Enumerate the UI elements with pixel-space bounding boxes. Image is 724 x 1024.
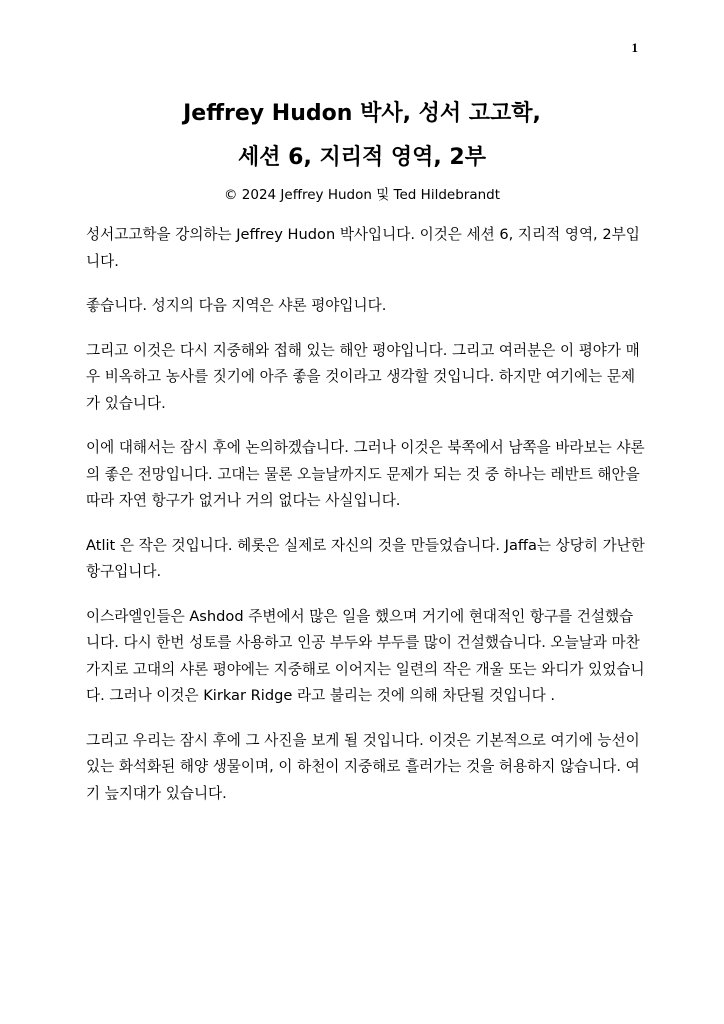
- paragraph: 이스라엘인들은 Ashdod 주변에서 많은 일을 했으며 거기에 현대적인 항구를 건설했습니다. 다시 한번 성토를 사용하고 인공 부두와 부두를 많이 건설했습니다. 오늘날과 마찬가지로 고대의 샤론 평야에는 지중해로 이어지는 일련의 작은 개울 또는 와디가 있었습니다. 그러나 이것은 Kirkar Ridge 라고 불리는 것에 의해 차단될 것입니다 .: [86, 607, 645, 704]
- paragraph: 이에 대해서는 잠시 후에 논의하겠습니다. 그러나 이것은 북쪽에서 남쪽을 바라보는 샤론의 좋은 전망입니다. 고대는 물론 오늘날까지도 문제가 되는 것 중 하나는 레반트 해안을 따라 자연 항구가 없거나 거의 없다는 사실입니다.: [86, 439, 645, 509]
- paragraph: 좋습니다. 성지의 다음 지역은 샤론 평야입니다.: [86, 297, 387, 314]
- title-block: [0, 92, 724, 206]
- copyright-notice: © 2024 Jeffrey Hudon 및 Ted Hildebrandt: [223, 187, 501, 203]
- document-body: [86, 222, 646, 825]
- page-number: 1: [631, 40, 638, 55]
- paragraph: 그리고 이것은 다시 지중해와 접해 있는 해안 평야입니다. 그리고 여러분은 이 평야가 매우 비옥하고 농사를 짓기에 아주 좋을 것이라고 생각할 것입니다. 하지만 여기에는 문제가 있습니다.: [86, 341, 640, 412]
- paragraph: 그리고 우리는 잠시 후에 그 사진을 보게 될 것입니다. 이것은 기본적으로 여기에 능선이 있는 화석화된 해양 생물이며, 이 하천이 지중해로 흘러가는 것을 허용하지 않습니다. 여기 늪지대가 있습니다.: [86, 731, 640, 802]
- paragraph: 성서고고학을 강의하는 Jeffrey Hudon 박사입니다. 이것은 세션 6, 지리적 영역, 2부입니다.: [86, 226, 640, 270]
- document-title-line-2: 세션 6, 지리적 영역, 2부: [238, 145, 486, 170]
- document-title-line-1: Jeffrey Hudon 박사, 성서 고고학,: [183, 101, 541, 126]
- paragraph: Atlit 은 작은 것입니다. 헤롯은 실제로 자신의 것을 만들었습니다. Jaffa는 상당히 가난한 항구입니다.: [86, 536, 645, 580]
